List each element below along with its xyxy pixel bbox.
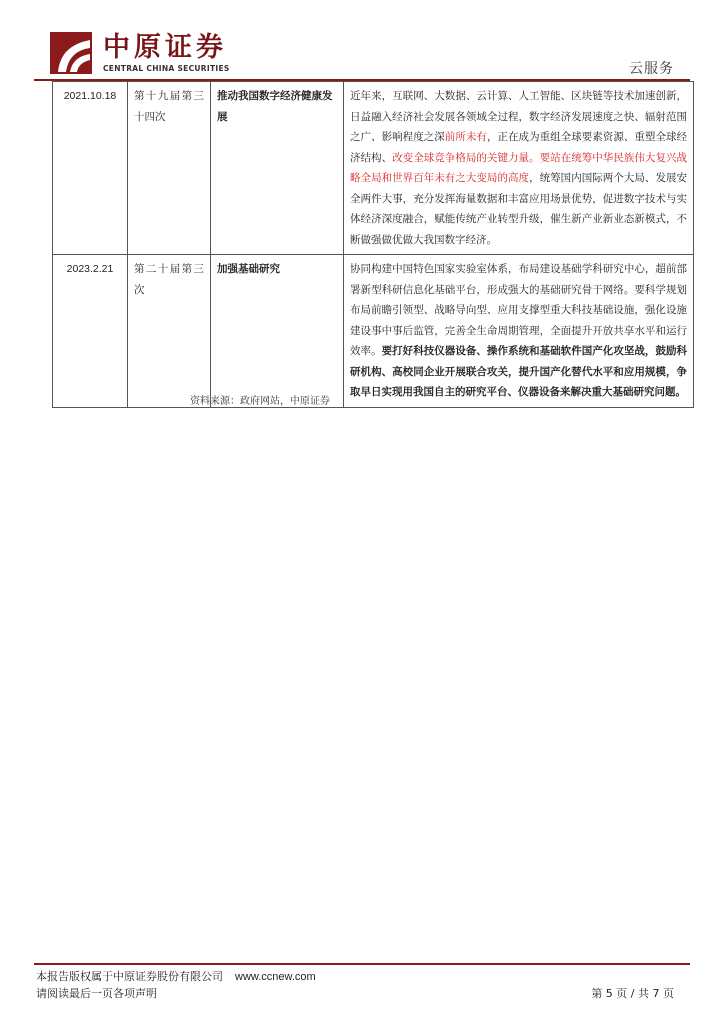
table-row <box>53 82 694 255</box>
footer-website-link[interactable]: www.ccnew.com <box>235 971 316 983</box>
row-session: 第二十届第三次 <box>128 255 211 408</box>
content-emphasis: 要打好科技仪器设备、操作系统和基础软件国产化攻坚战，鼓励科研机构、高校同企业开展联合攻关，提升国产化替代水平和应用规模，争取早日实现用我国自主的研究平台、仪器设备来解决重大基础研究问题。 <box>350 345 688 398</box>
content-text: 协同构建中国特色国家实验室体系，布局建设基础学科研究中心，超前部署新型科研信息化基础平台，形成强大的基础研究骨干网络。要科学规划布局前瞻引领型、战略导向型、应用支撑型重大科技基础设施，强化设施建设事中事后监管，完善全生命周期管理，全面提升开放共享水平和运行效率。 <box>350 263 687 357</box>
logo-chinese-name: 中原证券 <box>103 32 227 63</box>
footer-divider <box>34 963 690 965</box>
footer-copyright-line <box>36 968 316 984</box>
company-logo-icon <box>50 32 92 74</box>
footer-copyright: 本报告版权属于中原证券股份有限公司 <box>36 970 223 983</box>
report-header <box>0 0 724 82</box>
content-highlight: 前所未有 <box>444 131 487 143</box>
policy-table <box>52 81 694 408</box>
row-session: 第十九届第三十四次 <box>128 82 211 255</box>
logo-english-name: CENTRAL CHINA SECURITIES <box>103 64 230 73</box>
content-text: 近年来，互联网、大数据、云计算、人工智能、区块链等技术加速创新，日益融入经济社会发展各领域全过程，数字经济发展速度之快、辐射范围之广、影响程度之深 <box>350 90 687 143</box>
row-content <box>344 255 694 408</box>
table-row <box>53 255 694 408</box>
source-note: 资料来源：政府网站，中原证券 <box>190 396 330 407</box>
row-topic: 推动我国数字经济健康发展 <box>211 82 344 255</box>
row-topic: 加强基础研究 <box>211 255 344 408</box>
row-date: 2023.2.21 <box>53 255 128 408</box>
content-text: ，正在成为重组全球要素资源、重塑全球经济结构、 <box>350 131 688 164</box>
content-highlight: 改变全球竞争格局的关键力量。要站在统筹中华民族伟大复兴战略全局和世界百年未有之大变局的高度 <box>350 151 688 184</box>
section-label: 云服务 <box>629 61 674 77</box>
row-content <box>344 82 694 255</box>
content-text: ，统筹国内国际两个大局、发展安全两件大事，充分发挥海量数据和丰富应用场景优势，促进数字技术与实体经济深度融合，赋能传统产业转型升级，催生新产业新业态新模式，不断做强做优做大我国数字经济。 <box>350 172 688 246</box>
footer-disclaimer: 请阅读最后一页各项声明 <box>36 987 157 1000</box>
page-number: 第 5 页 / 共 7 页 <box>591 987 674 1000</box>
row-date: 2021.10.18 <box>53 82 128 255</box>
